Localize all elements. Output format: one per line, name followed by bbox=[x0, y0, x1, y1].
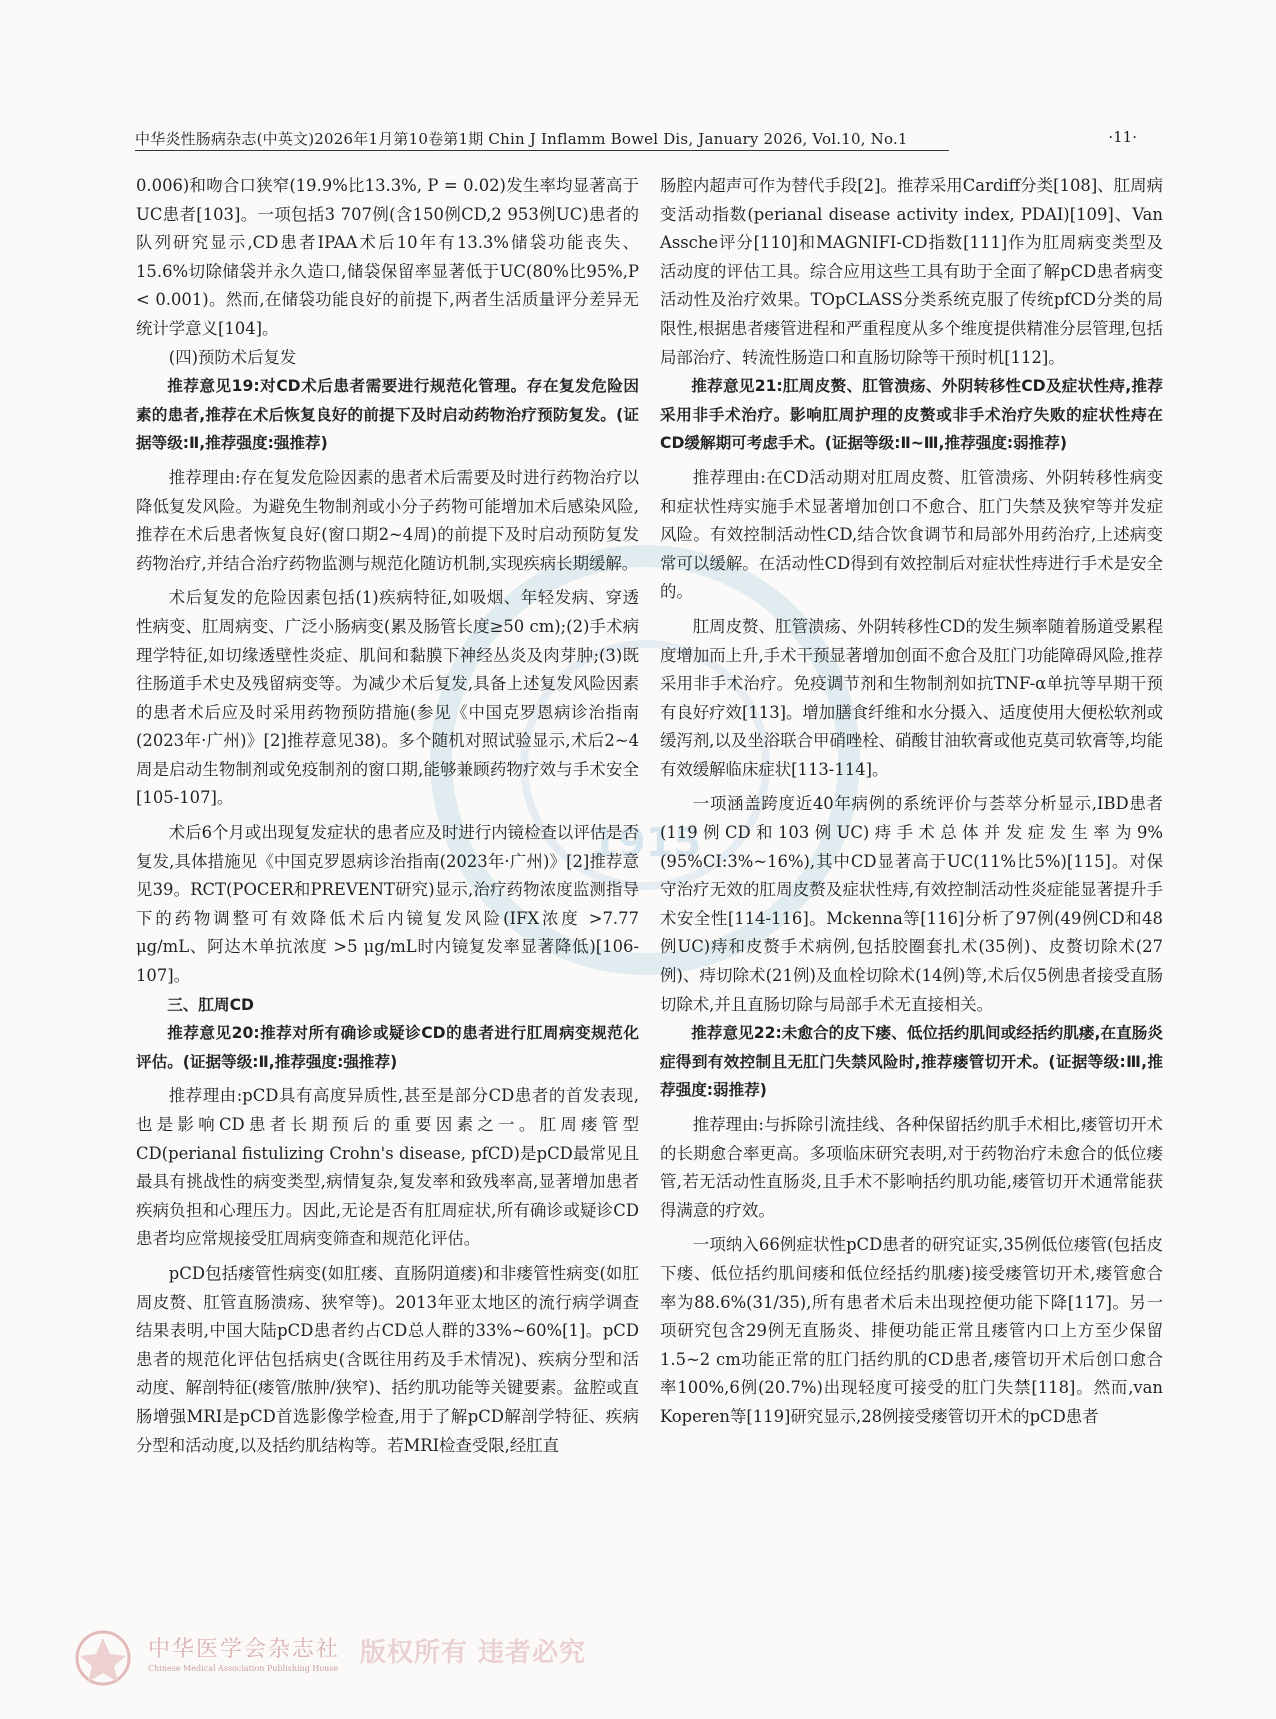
recommendation-paragraph: 推荐意见22:未愈合的皮下瘘、低位括约肌间或经括约肌瘘,在直肠炎症得到有效控制且无肛门失禁风险时,推荐瘘管切开术。(证据等级:Ⅲ,推荐强度:弱推荐) bbox=[660, 1024, 1163, 1100]
section-heading: 三、肛周CD bbox=[167, 995, 254, 1014]
subsection-heading: (四)预防术后复发 bbox=[168, 347, 297, 367]
header-rule bbox=[135, 150, 949, 151]
publisher-logo-icon bbox=[70, 1628, 136, 1688]
recommendation-paragraph: 推荐意见21:肛周皮赘、肛管溃疡、外阴转移性CD及症状性痔,推荐采用非手术治疗。影响肛周护理的皮赘或非手术治疗失败的症状性痔在CD缓解期可考虑手术。(证据等级:Ⅱ~Ⅲ,推荐强度:弱推荐) bbox=[660, 377, 1163, 453]
body-paragraph: 推荐理由:在CD活动期对肛周皮赘、肛管溃疡、外阴转移性病变和症状性痔实施手术显著增加创口不愈合、肛门失禁及狭窄等并发症风险。有效控制活动性CD,结合饮食调节和局部外用药治疗,上述病变常可以缓解。在活动性CD得到有效控制后对症状性痔进行手术是安全的。 bbox=[660, 467, 1163, 602]
publisher-name: 中华医学会杂志社 bbox=[148, 1637, 341, 1662]
body-paragraph: 推荐理由:与拆除引流挂线、各种保留括约肌手术相比,瘘管切开术的长期愈合率更高。多项临床研究表明,对于药物治疗未愈合的低位瘘管,若无活动性直肠炎,且手术不影响括约肌功能,瘘管切开术通常能获得满意的疗效。 bbox=[660, 1115, 1163, 1220]
recommendation-paragraph: 推荐意见19:对CD术后患者需要进行规范化管理。存在复发危险因素的患者,推荐在术后恢复良好的前提下及时启动药物治疗预防复发。(证据等级:Ⅱ,推荐强度:强推荐) bbox=[136, 377, 639, 453]
page-number: ·11· bbox=[1108, 128, 1137, 146]
journal-citation: 中华炎性肠病杂志(中英文)2026年1月第10卷第1期 Chin J Inflamm Bowel Dis, January 2026, Vol.10, No.1 bbox=[135, 130, 908, 148]
watermark-year: 1915 bbox=[590, 820, 702, 866]
copyright-slogan: 版权所有 违者必究 bbox=[360, 1638, 587, 1668]
body-paragraph: 术后6个月或出现复发症状的患者应及时进行内镜检查以评估是否复发,具体措施见《中国克罗恩病诊治指南(2023年·广州)》[2]推荐意见39。RCT(POCER和PREVENT研究)显示,治疗药物浓度监测指导下的药物调整可有效降低术后内镜复发风险(IFX浓度 >7.77 μg/mL、阿达木单抗浓度 >5 μg/mL时内镜复发率显著降低)[106-107]。 bbox=[136, 823, 639, 986]
body-paragraph: pCD包括瘘管性病变(如肛瘘、直肠阴道瘘)和非瘘管性病变(如肛周皮赘、肛管直肠溃疡、狭窄等)。2013年亚太地区的流行病学调查结果表明,中国大陆pCD患者约占CD总人群的33%~60%[1]。pCD患者的规范化评估包括病史(含既往用药及手术情况)、疾病分型和活动度、解剖特征(瘘管/脓肿/狭窄)、括约肌功能等关键要素。盆腔或直肠增强MRI是pCD首选影像学检查,用于了解pCD解剖学特征、疾病分型和活动度,以及括约肌结构等。若MRI检查受限,经肛直 bbox=[136, 1263, 639, 1455]
body-paragraph: 0.006)和吻合口狭窄(19.9%比13.3%, P = 0.02)发生率均显著高于UC患者[103]。一项包括3 707例(含150例CD,2 953例UC)患者的队列研究显示,CD患者IPAA术后10年有13.3%储袋功能丧失、15.6%切除储袋并永久造口,储袋保留率显著低于UC(80%比95%,P < 0.001)。然而,在储袋功能良好的前提下,两者生活质量评分差异无统计学意义[104]。 bbox=[136, 176, 639, 338]
publisher-name-en: Chinese Medical Association Publishing House bbox=[148, 1664, 339, 1673]
body-paragraph: 肠腔内超声可作为替代手段[2]。推荐采用Cardiff分类[108]、肛周病变活动指数(perianal disease activity index, PDAI)[109]、Van Assche评分[110]和MAGNIFI-CD指数[111]作为肛周病变类型及活动度的评估工具。综合应用这些工具有助于全面了解pCD患者病变活动性及治疗效果。TOpCLASS分类系统克服了传统pfCD分类的局限性,根据患者瘘管进程和严重程度从多个维度提供精准分层管理,包括局部治疗、转流性肠造口和直肠切除等干预时机[112]。 bbox=[660, 176, 1163, 367]
recommendation-paragraph: 推荐意见20:推荐对所有确诊或疑诊CD的患者进行肛周病变规范化评估。(证据等级:Ⅱ,推荐强度:强推荐) bbox=[136, 1024, 639, 1071]
body-paragraph: 推荐理由:pCD具有高度异质性,甚至是部分CD患者的首发表现,也是影响CD患者长期预后的重要因素之一。肛周瘘管型CD(perianal fistulizing Crohn's disease, pfCD)是pCD最常见且最具有挑战性的病变类型,病情复杂,复发率和致残率高,显著增加患者疾病负担和心理压力。因此,无论是否有肛周症状,所有确诊或疑诊CD患者均应常规接受肛周病变筛查和规范化评估。 bbox=[136, 1086, 639, 1249]
body-paragraph: 一项涵盖跨度近40年病例的系统评价与荟萃分析显示,IBD患者(119例CD和103例UC)痔手术总体并发症发生率为9%(95%CI:3%~16%),其中CD显著高于UC(11%比5%)[115]。对保守治疗无效的肛周皮赘及症状性痔,有效控制活动性炎症能显著提升手术安全性[114-116]。Mckenna等[116]分析了97例(49例CD和48例UC)痔和皮赘手术病例,包括胶圈套扎术(35例)、皮赘切除术(27例)、痔切除术(21例)及血栓切除术(14例)等,术后仅5例患者接受直肠切除术,并且直肠切除与局部手术无直接相关。 bbox=[660, 794, 1163, 1014]
running-header bbox=[135, 124, 1137, 152]
body-paragraph: 肛周皮赘、肛管溃疡、外阴转移性CD的发生频率随着肠道受累程度增加而上升,手术干预显著增加创面不愈合及肛门功能障碍风险,推荐采用非手术治疗。免疫调节剂和生物制剂如抗TNF-α单抗等早期干预有良好疗效[113]。增加膳食纤维和水分摄入、适度使用大便松软剂或缓泻剂,以及坐浴联合甲硝唑栓、硝酸甘油软膏或他克莫司软膏等,均能有效缓解临床症状[113-114]。 bbox=[660, 616, 1164, 779]
left-column bbox=[136, 172, 639, 1460]
body-paragraph: 一项纳入66例症状性pCD患者的研究证实,35例低位瘘管(包括皮下瘘、低位括约肌间瘘和低位经括约肌瘘)接受瘘管切开术,瘘管愈合率为88.6%(31/35),所有患者术后未出现控便功能下降[117]。另一项研究包含29例无直肠炎、排便功能正常且瘘管内口上方至少保留1.5~2 cm功能正常的肛门括约肌的CD患者,瘘管切开术后创口愈合率100%,6例(20.7%)出现轻度可接受的肛门失禁[118]。然而,van Koperen等[119]研究显示,28例接受瘘管切开术的pCD患者 bbox=[660, 1235, 1163, 1426]
body-paragraph: 推荐理由:存在复发危险因素的患者术后需要及时进行药物治疗以降低复发风险。为避免生物制剂或小分子药物可能增加术后感染风险,推荐在术后患者恢复良好(窗口期2~4周)的前提下及时启动预防复发药物治疗,并结合治疗药物监测与规范化随访机制,实现疾病长期缓解。 bbox=[136, 467, 639, 573]
right-column bbox=[660, 172, 1163, 1432]
body-paragraph: 术后复发的危险因素包括(1)疾病特征,如吸烟、年轻发病、穿透性病变、肛周病变、广泛小肠病变(累及肠管长度≥50 cm);(2)手术病理学特征,如切缘透壁性炎症、肌间和黏膜下神经丛炎及肉芽肿;(3)既往肠道手术史及残留病变等。为减少术后复发,具备上述复发风险因素的患者术后应及时采用药物预防措施(参见《中国克罗恩病诊治指南(2023年·广州)》[2]推荐意见38)。多个随机对照试验显示,术后2~4周是启动生物制剂或免疫制剂的窗口期,能够兼顾药物疗效与手术安全[105-107]。 bbox=[136, 588, 639, 808]
